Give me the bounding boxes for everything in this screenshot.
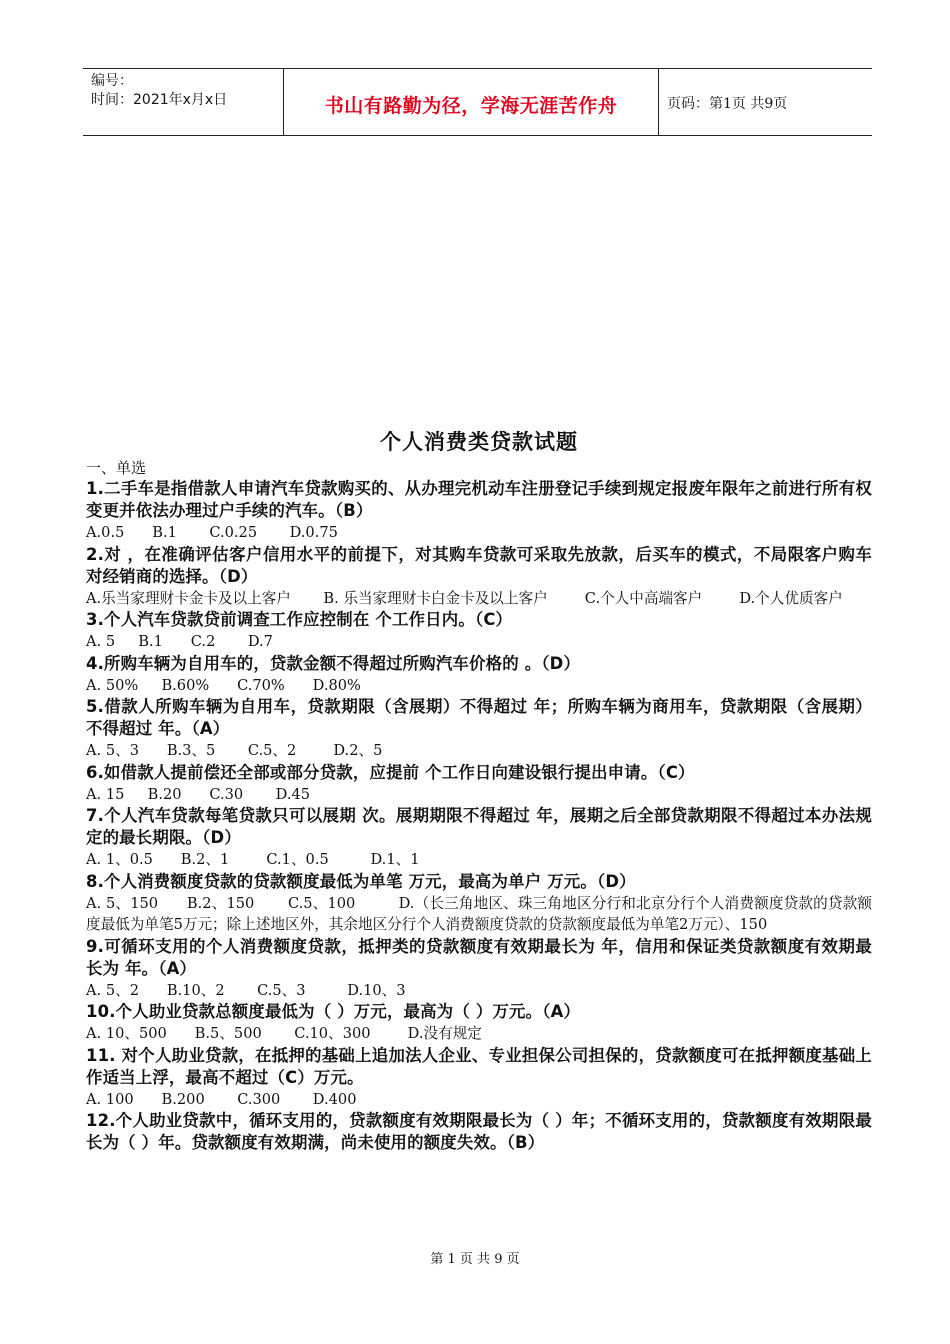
question-options: A. 100 B.200 C.300 D.400 <box>86 1090 357 1108</box>
question-text: 5.借款人所购车辆为自用车，贷款期限（含展期）不得超过 年；所购车辆为商用车，贷款期限（含展期）不得超过 年。（A） <box>86 697 872 738</box>
document-title: 个人消费类贷款试题 <box>380 430 578 454</box>
question-text: 1.二手车是指借款人申请汽车贷款购买的、从办理完机动车注册登记手续到规定报废年限年之前进行所有权变更并依法办理过户手续的汽车。（B） <box>86 479 872 520</box>
question-options: A. 50% B.60% C.70% D.80% <box>86 676 361 694</box>
page-footer: 第 1 页 共 9 页 <box>430 1252 520 1267</box>
question-options: A. 5 B.1 C.2 D.7 <box>86 633 273 650</box>
question-text: 10.个人助业贷款总额度最低为（ ）万元，最高为（ ）万元。（A） <box>86 1002 581 1021</box>
question-item <box>86 544 872 610</box>
question-text: 11. 对个人助业贷款，在抵押的基础上追加法人企业、专业担保公司担保的，贷款额度可在抵押额度基础上作适当上浮，最高不超过（C）万元。 <box>86 1045 872 1087</box>
question-options: A. 10、500 B.5、500 C.10、300 D.没有规定 <box>86 1025 482 1042</box>
question-text: 3.个人汽车贷款贷前调查工作应控制在 个工作日内。（C） <box>86 610 513 629</box>
question-options: A.乐当家理财卡金卡及以上客户 B. 乐当家理财卡白金卡及以上客户 C.个人中高端客户 D.个人优质客户 <box>86 589 843 607</box>
question-text: 7.个人汽车贷款每笔贷款只可以展期 次。展期期限不得超过 年，展期之后全部贷款期限不得超过本办法规定的最长期限。（D） <box>86 806 872 847</box>
question-item <box>86 696 872 762</box>
section-heading: 一、单选 <box>86 459 147 477</box>
document-body <box>86 427 872 1154</box>
question-text: 12.个人助业贷款中，循环支用的，贷款额度有效期限最长为（ ）年；不循环支用的，贷款额度有效期限最长为（ ）年。贷款额度有效期满，尚未使用的额度失效。（B） <box>86 1111 872 1152</box>
header-page-info: 页码：第1页 共9页 <box>667 96 788 112</box>
question-item <box>86 478 872 544</box>
question-item <box>86 936 872 1002</box>
question-text: 9.可循环支用的个人消费额度贷款，抵押类的贷款额度有效期最长为 年，信用和保证类贷款额度有效期最长为 年。（A） <box>86 936 872 978</box>
question-item <box>86 653 872 697</box>
doc-number-label: 编号： <box>91 73 133 89</box>
question-text: 2.对 ，在准确评估客户信用水平的前提下，对其购车贷款可采取先放款，后买车的模式，不局限客户购车对经销商的选择。（D） <box>86 544 872 586</box>
question-item <box>86 609 872 653</box>
question-options: A. 1、0.5 B.2、1 C.1、0.5 D.1、1 <box>86 851 420 868</box>
question-item <box>86 762 872 806</box>
question-item <box>86 1045 872 1111</box>
page-header <box>83 68 872 136</box>
header-motto: 书山有路勤为径，学海无涯苦作舟 <box>284 69 659 135</box>
header-meta <box>83 69 284 135</box>
question-options: A. 5、150 B.2、150 C.5、100 D.（长三角地区、珠三角地区分行和北京分行个人消费额度贷款的贷款额度最低为单笔5万元；除上述地区外，其余地区分行个人消费额度贷款的贷款额度最低为单笔2万元）、150 <box>86 894 872 933</box>
question-options: A. 5、3 B.3、5 C.5、2 D.2、5 <box>86 742 383 759</box>
question-text: 8.个人消费额度贷款的贷款额度最低为单笔 万元，最高为单户 万元。（D） <box>86 871 636 891</box>
question-item <box>86 1001 872 1045</box>
question-text: 6.如借款人提前偿还全部或部分贷款，应提前 个工作日向建设银行提出申请。（C） <box>86 762 695 782</box>
question-item <box>86 805 872 871</box>
question-options: A. 15 B.20 C.30 D.45 <box>86 785 311 803</box>
question-options: A. 5、2 B.10、2 C.5、3 D.10、3 <box>86 981 406 999</box>
question-text: 4.所购车辆为自用车的，贷款金额不得超过所购汽车价格的 。（D） <box>86 653 581 673</box>
doc-time-label: 时间：2021年x月x日 <box>91 92 228 108</box>
question-options: A.0.5 B.1 C.0.25 D.0.75 <box>86 524 338 541</box>
question-item <box>86 1110 872 1154</box>
question-item <box>86 871 872 936</box>
